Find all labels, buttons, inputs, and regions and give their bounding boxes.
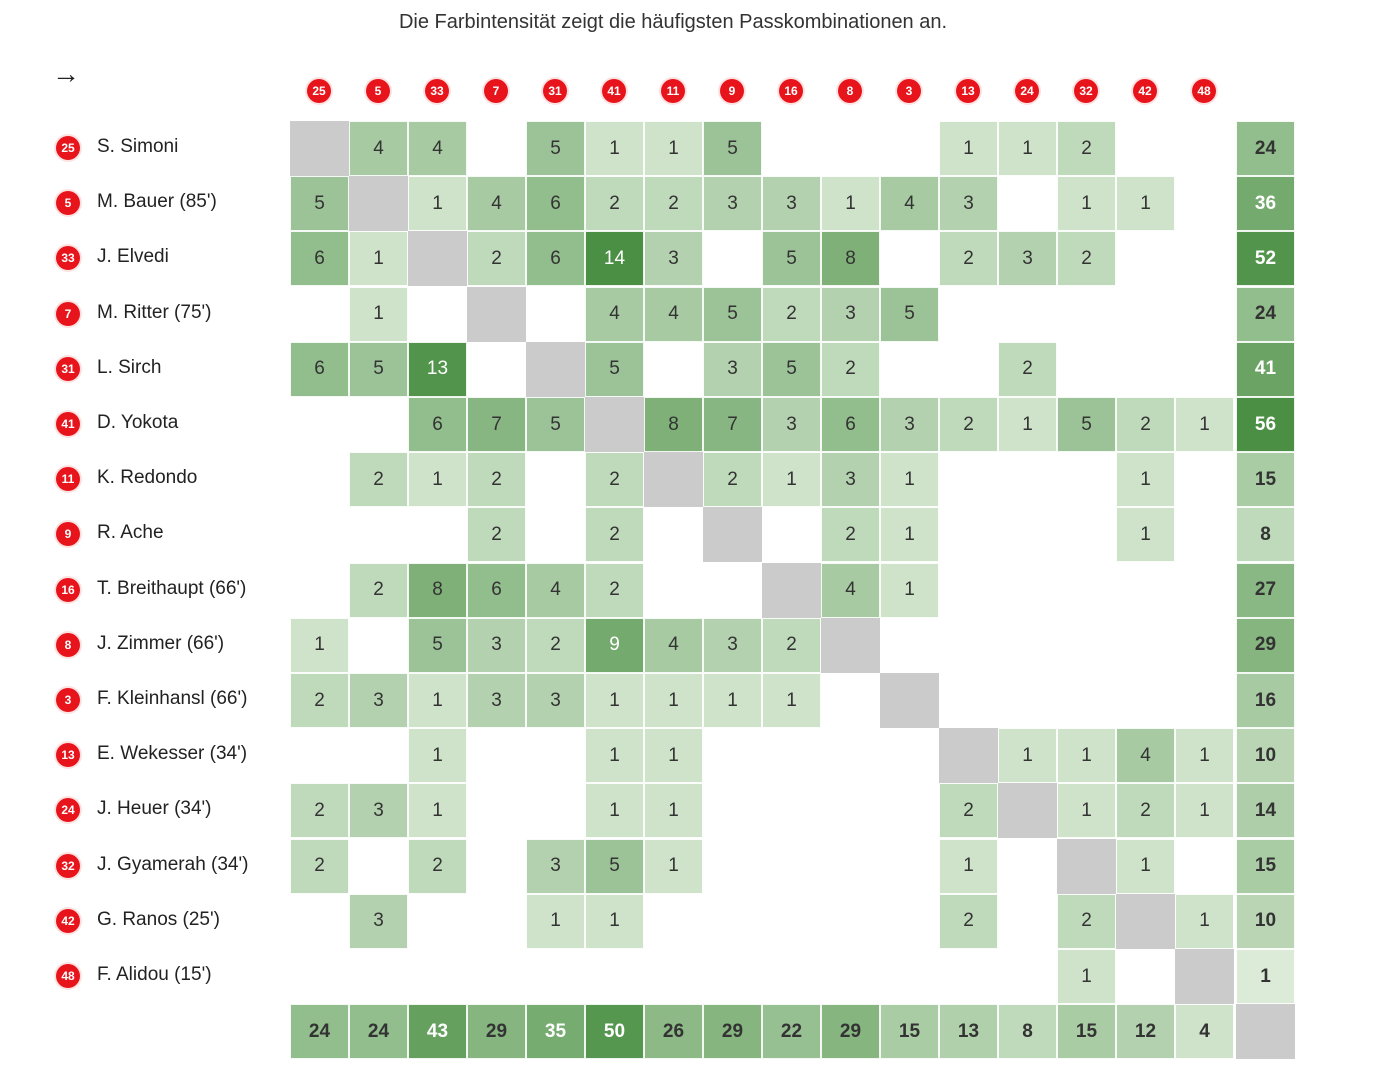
player-name: J. Elvedi [97,246,169,268]
heatmap-cell: 1 [644,121,703,176]
heatmap-cell: 1 [585,673,644,728]
column-total-cell: 13 [939,1004,998,1059]
column-total-cell: 24 [349,1004,408,1059]
row-total-cell: 1 [1236,949,1295,1004]
row-total-cell: 27 [1236,563,1295,618]
heatmap-cell: 1 [644,783,703,838]
heatmap-cell: 1 [1175,783,1234,838]
row-number-badge: 5 [56,191,80,215]
heatmap-cell: 2 [1057,231,1116,286]
row-number-badge: 8 [56,633,80,657]
row-number-badge: 11 [56,467,80,491]
row-number-badge: 42 [56,909,80,933]
row-total-cell: 10 [1236,728,1295,783]
heatmap-cell: 2 [762,618,821,673]
column-number-badge: 8 [838,79,862,103]
column-number-badge: 16 [779,79,803,103]
heatmap-cell: 5 [526,121,585,176]
row-number-badge: 31 [56,357,80,381]
heatmap-cell: 6 [290,231,349,286]
heatmap-cell: 6 [526,231,585,286]
column-total-cell: 43 [408,1004,467,1059]
heatmap-cell: 6 [467,563,526,618]
diagonal-cell [1116,894,1175,949]
row-total-cell: 29 [1236,618,1295,673]
heatmap-cell: 1 [1175,728,1234,783]
column-total-cell: 29 [703,1004,762,1059]
heatmap-cell: 2 [703,452,762,507]
heatmap-cell: 5 [1057,397,1116,452]
player-name: T. Breithaupt (66') [97,577,247,599]
column-number-badge: 42 [1133,79,1157,103]
heatmap-cell: 3 [998,231,1057,286]
heatmap-cell: 2 [290,839,349,894]
heatmap-cell: 3 [467,673,526,728]
heatmap-cell: 2 [585,563,644,618]
diagonal-cell [703,507,762,562]
column-total-cell: 26 [644,1004,703,1059]
heatmap-cell: 5 [408,618,467,673]
diagonal-cell [939,728,998,783]
heatmap-cell: 1 [1116,839,1175,894]
heatmap-cell: 3 [526,673,585,728]
heatmap-cell: 5 [703,121,762,176]
heatmap-cell: 1 [526,894,585,949]
heatmap-cell: 7 [467,397,526,452]
heatmap-cell: 3 [349,894,408,949]
heatmap-cell: 8 [644,397,703,452]
heatmap-cell: 3 [703,618,762,673]
heatmap-cell: 1 [998,728,1057,783]
diagonal-cell [821,618,880,673]
row-total-cell: 41 [1236,342,1295,397]
heatmap-cell: 4 [467,176,526,231]
heatmap-cell: 13 [408,342,467,397]
column-number-badge: 32 [1074,79,1098,103]
chart-caption: Die Farbintensität zeigt die häufigsten Passkombinationen an. [398,11,948,33]
heatmap-cell: 1 [880,452,939,507]
row-number-badge: 16 [56,578,80,602]
heatmap-cell: 5 [349,342,408,397]
diagonal-cell [526,342,585,397]
heatmap-cell: 2 [1116,397,1175,452]
heatmap-cell: 6 [526,176,585,231]
heatmap-cell: 2 [1057,894,1116,949]
heatmap-cell: 1 [939,839,998,894]
row-total-cell: 10 [1236,894,1295,949]
heatmap-cell: 1 [998,121,1057,176]
heatmap-cell: 1 [349,231,408,286]
heatmap-cell: 1 [1057,783,1116,838]
heatmap-cell: 2 [821,507,880,562]
column-total-cell: 29 [821,1004,880,1059]
player-name: G. Ranos (25') [97,908,220,930]
heatmap-cell: 2 [998,342,1057,397]
row-number-badge: 41 [56,412,80,436]
heatmap-cell: 1 [1175,397,1234,452]
heatmap-cell: 1 [585,728,644,783]
player-name: R. Ache [97,522,164,544]
column-number-badge: 7 [484,79,508,103]
diagonal-cell [644,452,703,507]
heatmap-cell: 3 [762,397,821,452]
column-total-cell: 22 [762,1004,821,1059]
heatmap-cell: 1 [644,673,703,728]
heatmap-cell: 5 [762,231,821,286]
heatmap-cell: 14 [585,231,644,286]
column-total-cell: 12 [1116,1004,1175,1059]
heatmap-cell: 6 [821,397,880,452]
diagonal-cell [349,176,408,231]
column-total-cell: 8 [998,1004,1057,1059]
heatmap-cell: 3 [349,783,408,838]
heatmap-cell: 2 [939,397,998,452]
diagonal-cell [1175,949,1234,1004]
heatmap-cell: 2 [467,452,526,507]
heatmap-cell: 2 [585,176,644,231]
heatmap-cell: 2 [290,673,349,728]
diagonal-cell [467,287,526,342]
heatmap-cell: 8 [821,231,880,286]
heatmap-cell: 1 [1116,507,1175,562]
heatmap-cell: 9 [585,618,644,673]
heatmap-cell: 3 [526,839,585,894]
column-number-badge: 13 [956,79,980,103]
heatmap-cell: 1 [880,507,939,562]
heatmap-cell: 6 [290,342,349,397]
heatmap-cell: 1 [408,176,467,231]
column-number-badge: 25 [307,79,331,103]
heatmap-cell: 4 [526,563,585,618]
heatmap-cell: 2 [585,507,644,562]
column-number-badge: 33 [425,79,449,103]
heatmap-cell: 2 [408,839,467,894]
heatmap-cell: 4 [408,121,467,176]
column-number-badge: 31 [543,79,567,103]
player-name: J. Zimmer (66') [97,632,225,654]
heatmap-cell: 3 [703,176,762,231]
player-name: M. Ritter (75') [97,301,212,323]
diagonal-cell [880,673,939,728]
heatmap-cell: 1 [1057,949,1116,1004]
heatmap-cell: 1 [998,397,1057,452]
heatmap-cell: 2 [290,783,349,838]
heatmap-cell: 4 [349,121,408,176]
heatmap-cell: 5 [703,287,762,342]
row-total-cell: 56 [1236,397,1295,452]
column-total-cell: 35 [526,1004,585,1059]
row-number-badge: 48 [56,964,80,988]
heatmap-cell: 3 [703,342,762,397]
heatmap-cell: 2 [939,783,998,838]
row-number-badge: 7 [56,302,80,326]
heatmap-cell: 2 [762,287,821,342]
diagonal-cell [408,231,467,286]
row-number-badge: 9 [56,522,80,546]
row-total-cell: 14 [1236,783,1295,838]
heatmap-cell: 1 [1057,728,1116,783]
heatmap-cell: 1 [644,728,703,783]
row-number-badge: 33 [56,246,80,270]
heatmap-cell: 4 [880,176,939,231]
heatmap-cell: 2 [1116,783,1175,838]
column-total-cell: 29 [467,1004,526,1059]
heatmap-cell: 3 [349,673,408,728]
heatmap-cell: 1 [762,452,821,507]
heatmap-cell: 7 [703,397,762,452]
heatmap-cell: 1 [408,783,467,838]
heatmap-cell: 2 [821,342,880,397]
player-name: F. Alidou (15') [97,964,212,985]
heatmap-cell: 2 [585,452,644,507]
heatmap-cell: 3 [880,397,939,452]
column-number-badge: 11 [661,79,685,103]
column-total-cell: 50 [585,1004,644,1059]
heatmap-cell: 1 [585,783,644,838]
row-total-cell: 52 [1236,231,1295,286]
row-total-cell: 15 [1236,452,1295,507]
player-name: K. Redondo [97,467,198,489]
heatmap-cell: 1 [585,121,644,176]
column-number-badge: 24 [1015,79,1039,103]
heatmap-cell: 3 [821,452,880,507]
heatmap-cell: 5 [880,287,939,342]
row-total-cell: 24 [1236,287,1295,342]
row-total-cell: 24 [1236,121,1295,176]
heatmap-cell: 2 [939,894,998,949]
player-name: M. Bauer (85') [97,191,217,213]
column-total-cell: 4 [1175,1004,1234,1059]
heatmap-cell: 4 [644,618,703,673]
column-number-badge: 3 [897,79,921,103]
heatmap-cell: 1 [880,563,939,618]
heatmap-cell: 1 [408,728,467,783]
heatmap-cell: 1 [1057,176,1116,231]
heatmap-cell: 2 [349,563,408,618]
row-number-badge: 25 [56,136,80,160]
heatmap-cell: 1 [1116,176,1175,231]
row-number-badge: 24 [56,798,80,822]
column-number-badge: 9 [720,79,744,103]
heatmap-cell: 2 [1057,121,1116,176]
heatmap-cell: 1 [1116,452,1175,507]
row-total-cell: 8 [1236,507,1295,562]
corner-cell [1236,1004,1295,1059]
heatmap-cell: 1 [703,673,762,728]
heatmap-cell: 3 [467,618,526,673]
player-name: L. Sirch [97,356,162,378]
player-name: F. Kleinhansl (66') [97,688,248,709]
heatmap-cell: 2 [349,452,408,507]
heatmap-cell: 4 [821,563,880,618]
row-total-cell: 16 [1236,673,1295,728]
heatmap-cell: 1 [939,121,998,176]
diagonal-cell [1057,839,1116,894]
heatmap-cell: 1 [821,176,880,231]
diagonal-cell [585,397,644,452]
row-total-cell: 15 [1236,839,1295,894]
heatmap-cell: 1 [585,894,644,949]
diagonal-cell [290,121,349,176]
heatmap-cell: 1 [762,673,821,728]
heatmap-cell: 5 [526,397,585,452]
heatmap-cell: 3 [939,176,998,231]
column-number-badge: 41 [602,79,626,103]
row-number-badge: 32 [56,854,80,878]
player-name: J. Gyamerah (34') [97,853,249,875]
row-number-badge: 3 [56,688,80,712]
heatmap-cell: 2 [644,176,703,231]
heatmap-cell: 1 [349,287,408,342]
arrow-right-icon: → [52,58,80,89]
heatmap-cell: 5 [585,839,644,894]
player-name: D. Yokota [97,412,179,433]
heatmap-cell: 2 [526,618,585,673]
heatmap-cell: 1 [408,673,467,728]
heatmap-cell: 3 [644,231,703,286]
heatmap-cell: 2 [939,231,998,286]
row-total-cell: 36 [1236,176,1295,231]
column-number-badge: 5 [366,79,390,103]
heatmap-cell: 3 [821,287,880,342]
player-name: E. Wekesser (34') [97,743,248,765]
player-name: S. Simoni [97,136,179,157]
player-name: J. Heuer (34') [97,798,212,820]
heatmap-cell: 3 [762,176,821,231]
column-number-badge: 48 [1192,79,1216,103]
heatmap-cell: 1 [408,452,467,507]
heatmap-cell: 2 [467,231,526,286]
heatmap-cell: 5 [290,176,349,231]
heatmap-cell: 5 [585,342,644,397]
heatmap-cell: 1 [290,618,349,673]
heatmap-cell: 6 [408,397,467,452]
heatmap-cell: 2 [467,507,526,562]
heatmap-cell: 4 [644,287,703,342]
column-total-cell: 15 [880,1004,939,1059]
heatmap-cell: 4 [585,287,644,342]
heatmap-cell: 8 [408,563,467,618]
heatmap-cell: 1 [1175,894,1234,949]
heatmap-cell: 5 [762,342,821,397]
diagonal-cell [762,563,821,618]
heatmap-cell: 4 [1116,728,1175,783]
row-number-badge: 13 [56,743,80,767]
heatmap-cell: 1 [644,839,703,894]
column-total-cell: 15 [1057,1004,1116,1059]
column-total-cell: 24 [290,1004,349,1059]
diagonal-cell [998,783,1057,838]
